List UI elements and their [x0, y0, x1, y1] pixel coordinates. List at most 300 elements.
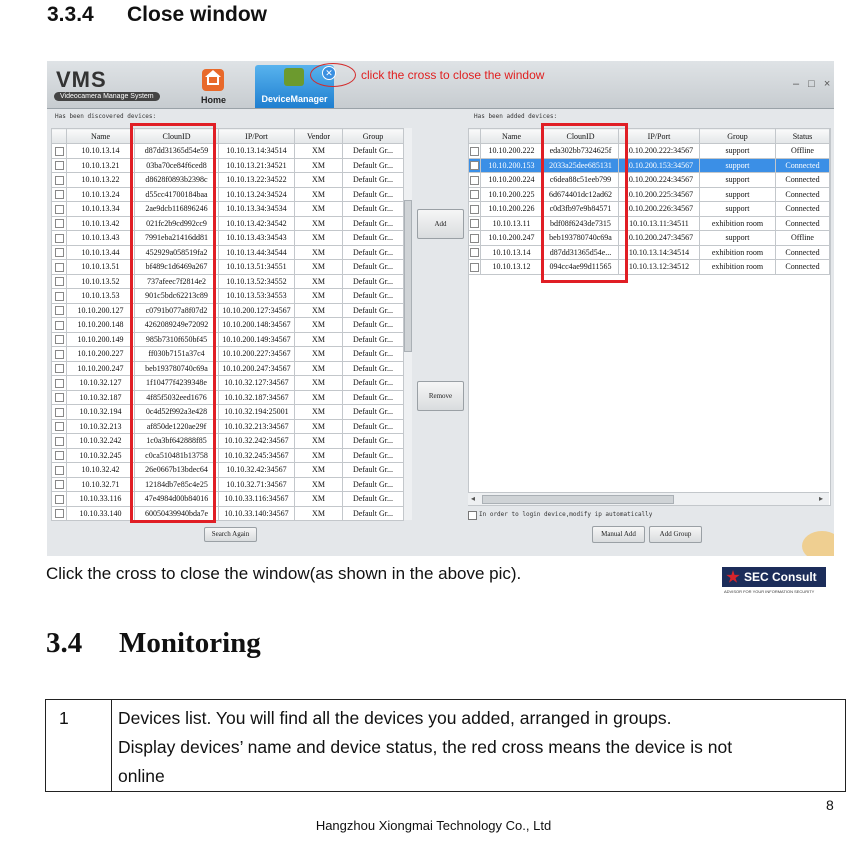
row-checkbox[interactable] — [469, 245, 481, 260]
table-cell: Connected — [776, 158, 830, 173]
table-cell: Connected — [776, 245, 830, 260]
table-row[interactable] — [52, 173, 404, 188]
row-checkbox[interactable] — [52, 202, 67, 217]
close-icon[interactable]: ✕ — [322, 66, 336, 80]
tab-home[interactable]: Home — [201, 95, 227, 105]
table-cell: 10.10.200.247 — [67, 361, 135, 376]
table-cell: c0d3fb97e9b84571 — [543, 202, 619, 217]
table-cell: exhibition room — [700, 216, 776, 231]
table-row[interactable] — [52, 260, 404, 275]
table-cell: 985b7310f650bf45 — [135, 332, 219, 347]
table-cell: 4f85f5032eed1676 — [135, 390, 219, 405]
table-cell: Default Gr... — [343, 144, 404, 159]
app-subtitle: Videocamera Manage System — [54, 92, 160, 101]
table-cell: 10.10.13.22 — [67, 173, 135, 188]
table-cell: 10.10.13.42 — [67, 216, 135, 231]
table-row[interactable] — [469, 158, 830, 173]
row-checkbox[interactable] — [52, 347, 67, 362]
table-row[interactable] — [52, 274, 404, 289]
manual-add-button[interactable]: Manual Add — [592, 526, 645, 543]
table-cell: Default Gr... — [343, 405, 404, 420]
table-cell: d55cc41700184baa — [135, 187, 219, 202]
star-icon — [726, 570, 740, 584]
table-cell: 4262089249e72092 — [135, 318, 219, 333]
section-title: Close window — [127, 3, 268, 26]
page-number: 8 — [826, 797, 834, 813]
table-row[interactable] — [52, 144, 404, 159]
table-cell: 10.10.200.222 — [481, 144, 543, 159]
table-cell: 10.10.13.44:34544 — [219, 245, 295, 260]
table-cell: 12184db7e85c4e25 — [135, 477, 219, 492]
row-checkbox[interactable] — [469, 187, 481, 202]
table-cell: 10.10.200.222:34567 — [619, 144, 700, 159]
table-cell: 2ae9dcb116896246 — [135, 202, 219, 217]
table-cell: 10.10.32.245:34567 — [219, 448, 295, 463]
table-cell: XM — [295, 434, 343, 449]
table-cell: beb193780740c69a — [135, 361, 219, 376]
table-row[interactable] — [52, 419, 404, 434]
table-cell: exhibition room — [700, 260, 776, 275]
table-row[interactable] — [469, 187, 830, 202]
table-cell: 10.10.200.247:34567 — [219, 361, 295, 376]
row-checkbox[interactable] — [52, 376, 67, 391]
table-cell: 10.10.32.127 — [67, 376, 135, 391]
annotation-text: click the cross to close the window — [361, 68, 545, 82]
table-cell: 10.10.200.148:34567 — [219, 318, 295, 333]
table-cell: Default Gr... — [343, 448, 404, 463]
table-cell: XM — [295, 477, 343, 492]
discovered-scrollbar[interactable] — [403, 128, 412, 520]
column-header[interactable]: Group — [700, 129, 776, 144]
table-cell: 10.10.32.213:34567 — [219, 419, 295, 434]
table-cell: bf489c1d6469a267 — [135, 260, 219, 275]
column-header[interactable]: IP/Port — [619, 129, 700, 144]
table-cell: 10.10.13.51:34551 — [219, 260, 295, 275]
table-cell: 10.10.13.34 — [67, 202, 135, 217]
table-cell: XM — [295, 361, 343, 376]
table-row[interactable] — [469, 173, 830, 188]
table-cell: bdf08f6243de7315 — [543, 216, 619, 231]
table-cell: beb193780740c69a — [543, 231, 619, 246]
table-cell: 10.10.200.227 — [67, 347, 135, 362]
table-cell: 10.10.32.242:34567 — [219, 434, 295, 449]
table-cell: Default Gr... — [343, 376, 404, 391]
table-cell: 10.10.32.213 — [67, 419, 135, 434]
tab-device-manager-label: DeviceManager — [261, 94, 328, 104]
table-cell: Default Gr... — [343, 274, 404, 289]
table-cell: XM — [295, 231, 343, 246]
table-cell: 10.10.13.53 — [67, 289, 135, 304]
column-header[interactable]: ClounID — [135, 129, 219, 144]
row-checkbox[interactable] — [52, 173, 67, 188]
table-cell: Connected — [776, 173, 830, 188]
table-cell: Default Gr... — [343, 419, 404, 434]
table-cell: Default Gr... — [343, 216, 404, 231]
table-row[interactable] — [52, 187, 404, 202]
table-cell: 10.10.32.245 — [67, 448, 135, 463]
table-cell: Default Gr... — [343, 260, 404, 275]
table-cell: 10.10.32.71:34567 — [219, 477, 295, 492]
table-row[interactable] — [52, 245, 404, 260]
window-controls[interactable]: – □ × — [793, 78, 834, 90]
table-cell: 1c0a3bf642888f85 — [135, 434, 219, 449]
table-cell: XM — [295, 245, 343, 260]
table-cell: Default Gr... — [343, 477, 404, 492]
row-checkbox[interactable] — [52, 390, 67, 405]
table-cell: XM — [295, 492, 343, 507]
table-cell: support — [700, 187, 776, 202]
column-header[interactable]: Name — [67, 129, 135, 144]
body-paragraph: Click the cross to close the window(as shown in the above pic). — [46, 564, 522, 583]
table-cell: Default Gr... — [343, 361, 404, 376]
table-cell: Default Gr... — [343, 173, 404, 188]
table-cell: Offline — [776, 231, 830, 246]
table-cell: support — [700, 231, 776, 246]
table-cell: 10.10.33.116:34567 — [219, 492, 295, 507]
table-cell: 10.10.32.187:34567 — [219, 390, 295, 405]
row-checkbox[interactable] — [52, 419, 67, 434]
header-checkbox[interactable] — [469, 129, 481, 144]
table-cell: Default Gr... — [343, 506, 404, 521]
table-cell: 10.10.13.52 — [67, 274, 135, 289]
table-cell: 10.10.13.21:34521 — [219, 158, 295, 173]
table-cell: 10.10.200.149 — [67, 332, 135, 347]
table-row[interactable] — [52, 434, 404, 449]
column-header[interactable]: Vendor — [295, 129, 343, 144]
table-cell: 10.10.13.53:34553 — [219, 289, 295, 304]
description-line: Devices list. You will find all the devices you added, arranged in groups. — [118, 708, 672, 728]
table-cell: XM — [295, 173, 343, 188]
table-cell: 10.10.13.11 — [481, 216, 543, 231]
discovered-devices-table — [51, 128, 404, 521]
table-row[interactable] — [52, 231, 404, 246]
column-header[interactable]: ClounID — [543, 129, 619, 144]
table-cell: Default Gr... — [343, 245, 404, 260]
app-name: VMS — [56, 67, 107, 92]
table-row[interactable] — [469, 260, 830, 275]
table-cell: XM — [295, 347, 343, 362]
table-cell: eda302bb7324625f — [543, 144, 619, 159]
table-cell: 10.10.200.127 — [67, 303, 135, 318]
column-header[interactable]: Name — [481, 129, 543, 144]
header-checkbox[interactable] — [52, 129, 67, 144]
table-cell: XM — [295, 144, 343, 159]
scroll-right-icon[interactable]: ▸ — [819, 494, 824, 503]
table-row[interactable] — [52, 318, 404, 333]
cloudid-highlight-box — [130, 123, 216, 523]
row-checkbox[interactable] — [52, 492, 67, 507]
table-row[interactable] — [52, 390, 404, 405]
table-cell: Default Gr... — [343, 390, 404, 405]
table-cell: 10.10.13.12:34512 — [619, 260, 700, 275]
table-cell: support — [700, 173, 776, 188]
table-cell: 10.10.13.11:34511 — [619, 216, 700, 231]
table-row[interactable] — [52, 463, 404, 478]
table-cell: XM — [295, 376, 343, 391]
table-cell: 10.10.13.43 — [67, 231, 135, 246]
table-row[interactable] — [52, 289, 404, 304]
table-cell: 10.10.200.153 — [481, 158, 543, 173]
login-checkbox[interactable] — [468, 511, 477, 520]
vms-screenshot — [47, 61, 834, 556]
table-row[interactable] — [469, 216, 830, 231]
table-cell: 10.10.200.224:34567 — [619, 173, 700, 188]
home-icon[interactable] — [202, 69, 224, 91]
search-again-button[interactable]: Search Again — [204, 527, 257, 542]
table-cell: 10.10.13.21 — [67, 158, 135, 173]
added-caption: Has been added devices: — [474, 113, 558, 120]
table-cell: 10.10.32.187 — [67, 390, 135, 405]
table-cell: Default Gr... — [343, 463, 404, 478]
row-checkbox[interactable] — [52, 332, 67, 347]
table-cell: 6d674401dc12ad62 — [543, 187, 619, 202]
table-cell: Connected — [776, 202, 830, 217]
table-cell: 10.10.32.242 — [67, 434, 135, 449]
monitoring-heading — [46, 627, 261, 660]
table-row[interactable] — [52, 158, 404, 173]
row-checkbox[interactable] — [52, 245, 67, 260]
table-cell: Default Gr... — [343, 187, 404, 202]
remove-button[interactable]: Remove — [417, 381, 464, 411]
table-cell: 10.10.200.127:34567 — [219, 303, 295, 318]
table-cell: d87dd31365d54e59 — [135, 144, 219, 159]
row-checkbox[interactable] — [52, 448, 67, 463]
row-checkbox[interactable] — [469, 216, 481, 231]
table-cell: 10.10.200.148 — [67, 318, 135, 333]
table-cell: 10.10.13.14:34514 — [619, 245, 700, 260]
table-cell: 10.10.13.52:34552 — [219, 274, 295, 289]
table-cell: XM — [295, 390, 343, 405]
page-footer: Hangzhou Xiongmai Technology Co., Ltd — [315, 818, 552, 833]
table-cell: 10.10.13.24:34524 — [219, 187, 295, 202]
device-manager-icon — [284, 68, 304, 86]
description-line: online — [118, 766, 165, 786]
table-cell: XM — [295, 506, 343, 521]
row-checkbox[interactable] — [469, 144, 481, 159]
table-cell: support — [700, 158, 776, 173]
table-cell: 10.10.32.194 — [67, 405, 135, 420]
table-cell: 10.10.200.247 — [481, 231, 543, 246]
table-cell: 10.10.33.140 — [67, 506, 135, 521]
table-cell: 2033a25dee685131 — [543, 158, 619, 173]
table-cell: 10.10.13.43:34543 — [219, 231, 295, 246]
table-cell: 901c5bdc62213c89 — [135, 289, 219, 304]
table-cell: 10.10.200.225:34567 — [619, 187, 700, 202]
table-cell: d8628f0893b2398c — [135, 173, 219, 188]
add-group-button[interactable]: Add Group — [649, 526, 702, 543]
table-cell: 10.10.200.247:34567 — [619, 231, 700, 246]
table-cell: af850de1220ae29f — [135, 419, 219, 434]
table-row[interactable] — [52, 376, 404, 391]
column-header[interactable]: Group — [343, 129, 404, 144]
table-cell: 10.10.32.194:25001 — [219, 405, 295, 420]
section-title: Monitoring — [119, 627, 261, 659]
table-cell: Default Gr... — [343, 231, 404, 246]
table-cell: 7991eba21416dd81 — [135, 231, 219, 246]
table-cell: 1f10477f4239348e — [135, 376, 219, 391]
table-row[interactable] — [52, 216, 404, 231]
table-cell: 47e4984d00b84016 — [135, 492, 219, 507]
table-cell: XM — [295, 332, 343, 347]
table-cell: 10.10.13.42:34542 — [219, 216, 295, 231]
table-header-row — [52, 129, 404, 144]
cloudid-highlight-box — [541, 123, 628, 283]
table-cell: c0ca510481b13758 — [135, 448, 219, 463]
row-checkbox[interactable] — [52, 303, 67, 318]
table-cell: 10.10.32.127:34567 — [219, 376, 295, 391]
add-button[interactable]: Add — [417, 209, 464, 239]
table-cell: 10.10.32.42:34567 — [219, 463, 295, 478]
table-cell: exhibition room — [700, 245, 776, 260]
table-cell: ff030b7151a37c4 — [135, 347, 219, 362]
row-checkbox[interactable] — [469, 202, 481, 217]
table-cell: 10.10.13.12 — [481, 260, 543, 275]
app-titlebar — [47, 61, 834, 109]
row-checkbox[interactable] — [52, 477, 67, 492]
table-cell: 10.10.13.34:34534 — [219, 202, 295, 217]
sec-consult-logo — [722, 567, 826, 587]
row-checkbox[interactable] — [52, 274, 67, 289]
table-cell: Default Gr... — [343, 492, 404, 507]
table-cell: XM — [295, 419, 343, 434]
scroll-left-icon[interactable]: ◂ — [471, 494, 476, 503]
logo-name: SEC Consult — [744, 570, 817, 584]
table-cell: 60050439940bda7e — [135, 506, 219, 521]
table-row[interactable] — [52, 405, 404, 420]
table-cell: 10.10.33.116 — [67, 492, 135, 507]
section-number: 3.3.4 — [47, 3, 94, 26]
table-cell: d87dd31365d54e... — [543, 245, 619, 260]
table-cell: XM — [295, 216, 343, 231]
added-horizontal-scrollbar[interactable] — [468, 492, 829, 505]
table-row[interactable] — [52, 448, 404, 463]
column-header[interactable]: Status — [776, 129, 830, 144]
table-cell: 10.10.33.140:34567 — [219, 506, 295, 521]
table-cell: 10.10.200.226 — [481, 202, 543, 217]
table-cell: 10.10.32.42 — [67, 463, 135, 478]
row-checkbox[interactable] — [469, 260, 481, 275]
row-checkbox[interactable] — [52, 187, 67, 202]
row-checkbox[interactable] — [52, 158, 67, 173]
row-checkbox[interactable] — [52, 506, 67, 521]
table-cell: Connected — [776, 187, 830, 202]
highlight-ellipse — [310, 63, 356, 87]
table-cell: 03ba70ce84f6ced8 — [135, 158, 219, 173]
table-cell: XM — [295, 463, 343, 478]
table-cell: 094cc4ae99d11565 — [543, 260, 619, 275]
table-cell: 10.10.200.226:34567 — [619, 202, 700, 217]
table-cell: XM — [295, 260, 343, 275]
table-cell: Default Gr... — [343, 303, 404, 318]
section-heading — [47, 3, 267, 27]
row-checkbox[interactable] — [52, 260, 67, 275]
row-checkbox[interactable] — [52, 231, 67, 246]
table-cell: support — [700, 144, 776, 159]
table-cell: Connected — [776, 260, 830, 275]
table-cell: 737afeec7f2814e2 — [135, 274, 219, 289]
table-cell: XM — [295, 303, 343, 318]
section-number: 3.4 — [46, 627, 83, 659]
table-row[interactable] — [469, 231, 830, 246]
table-row[interactable] — [52, 347, 404, 362]
table-cell: 10.10.200.153:34567 — [619, 158, 700, 173]
row-checkbox[interactable] — [469, 158, 481, 173]
table-row[interactable] — [469, 245, 830, 260]
table-row — [46, 700, 846, 792]
column-header[interactable]: IP/Port — [219, 129, 295, 144]
table-row[interactable] — [52, 492, 404, 507]
table-cell: c6dea88c51eeb799 — [543, 173, 619, 188]
table-cell: Default Gr... — [343, 347, 404, 362]
row-checkbox[interactable] — [52, 318, 67, 333]
table-cell: support — [700, 202, 776, 217]
table-cell: 10.10.13.22:34522 — [219, 173, 295, 188]
table-cell: 10.10.200.225 — [481, 187, 543, 202]
table-row[interactable] — [52, 332, 404, 347]
table-cell: 10.10.13.24 — [67, 187, 135, 202]
table-cell: XM — [295, 318, 343, 333]
table-cell: 021fc2b9cd992cc9 — [135, 216, 219, 231]
table-row[interactable] — [52, 506, 404, 521]
login-option-label: In order to login device,modify ip automatically — [479, 511, 653, 518]
table-cell: 10.10.13.14:34514 — [219, 144, 295, 159]
table-cell: Default Gr... — [343, 318, 404, 333]
logo-tagline: ADVISOR FOR YOUR INFORMATION SECURITY — [724, 589, 815, 594]
row-checkbox[interactable] — [52, 289, 67, 304]
row-checkbox[interactable] — [52, 434, 67, 449]
decorative-corner — [802, 531, 834, 556]
table-row[interactable] — [469, 144, 830, 159]
table-cell: 10.10.13.44 — [67, 245, 135, 260]
table-cell: 10.10.13.14 — [67, 144, 135, 159]
table-cell: 0c4d52f992a3e428 — [135, 405, 219, 420]
row-checkbox[interactable] — [52, 361, 67, 376]
discovered-caption: Has been discovered devices: — [55, 113, 157, 120]
table-cell: XM — [295, 405, 343, 420]
description-line: Display devices’ name and device status, the red cross means the device is not — [118, 737, 733, 757]
row-checkbox[interactable] — [52, 216, 67, 231]
added-devices-table — [468, 128, 830, 275]
table-cell: 10.10.200.227:34567 — [219, 347, 295, 362]
table-row[interactable] — [52, 477, 404, 492]
table-cell: 26e0667b13bdec64 — [135, 463, 219, 478]
table-cell: Offline — [776, 144, 830, 159]
table-cell: Default Gr... — [343, 289, 404, 304]
monitoring-table — [45, 699, 846, 792]
table-header-row — [469, 129, 830, 144]
table-cell: Default Gr... — [343, 202, 404, 217]
row-description — [112, 700, 846, 792]
row-checkbox[interactable] — [52, 405, 67, 420]
table-cell: XM — [295, 202, 343, 217]
table-row[interactable] — [52, 361, 404, 376]
table-cell: 10.10.200.224 — [481, 173, 543, 188]
scrollbar-thumb[interactable] — [482, 495, 674, 504]
row-checkbox[interactable] — [52, 463, 67, 478]
row-checkbox[interactable] — [469, 173, 481, 188]
table-row[interactable] — [469, 202, 830, 217]
table-cell: c0791b077a8f07d2 — [135, 303, 219, 318]
row-checkbox[interactable] — [52, 144, 67, 159]
table-cell: XM — [295, 158, 343, 173]
scrollbar-thumb[interactable] — [404, 200, 412, 352]
table-row[interactable] — [52, 202, 404, 217]
table-cell: Default Gr... — [343, 158, 404, 173]
row-checkbox[interactable] — [469, 231, 481, 246]
table-cell: XM — [295, 448, 343, 463]
table-row[interactable] — [52, 303, 404, 318]
table-cell: XM — [295, 274, 343, 289]
